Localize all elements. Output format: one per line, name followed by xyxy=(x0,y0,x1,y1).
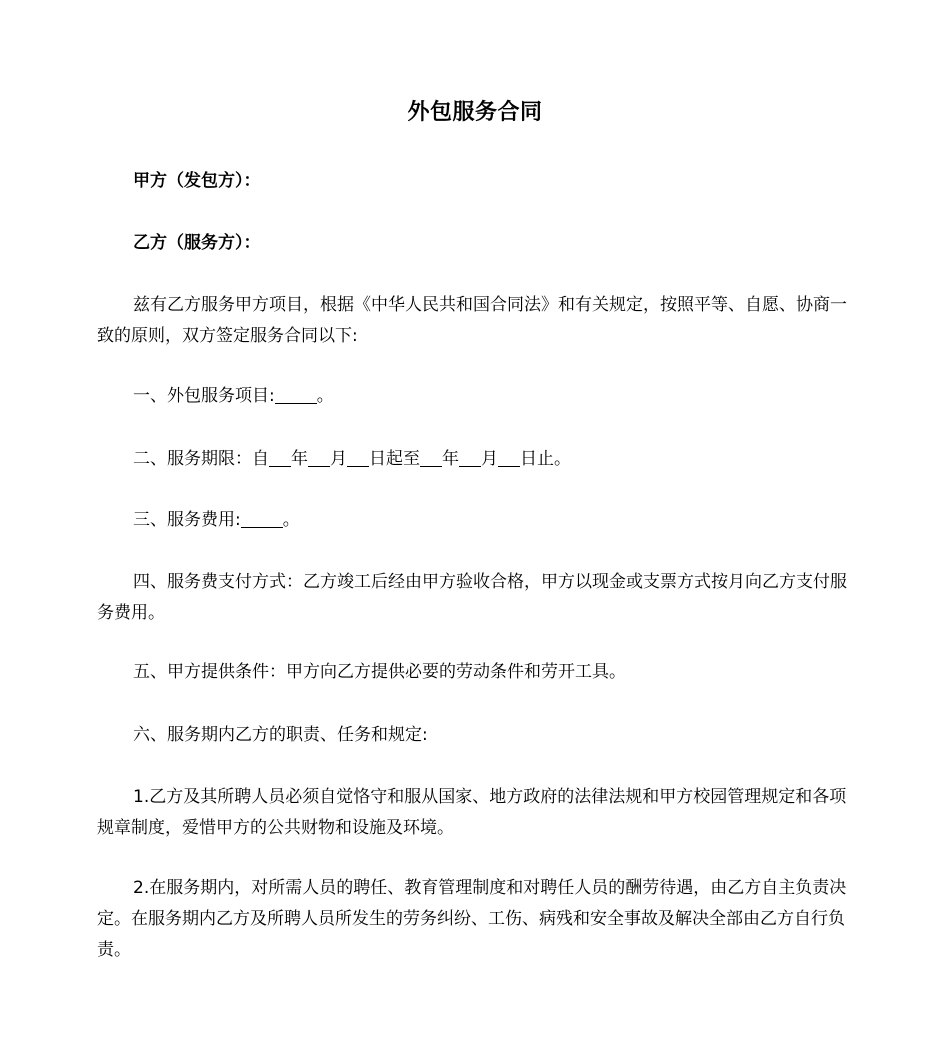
item-4-payment-method: 四、服务费支付方式：乙方竣工后经由甲方验收合格，甲方以现金或支票方式按月向乙方支付服务费用。 xyxy=(97,572,847,623)
day-to-text: 日止。 xyxy=(520,449,571,469)
item-3-end: 。 xyxy=(282,510,300,530)
year-text: 年 xyxy=(442,449,459,469)
item-6-party-b-duties: 六、服务期内乙方的职责、任务和规定: xyxy=(133,725,428,745)
year-text: 年 xyxy=(291,449,308,469)
clause-1: 1.乙方及其所聘人员必须自觉恪守和服从国家、地方政府的法律法规和甲方校园管理规定和各项规章制度，爱惜甲方的公共财物和设施及环境。 xyxy=(97,787,847,838)
fill-blank xyxy=(275,387,317,404)
fill-blank xyxy=(420,450,442,467)
item-5-party-a-conditions: 五、甲方提供条件：甲方向乙方提供必要的劳动条件和劳开工具。 xyxy=(133,662,626,682)
month-text: 月 xyxy=(330,449,347,469)
month-text: 月 xyxy=(481,449,498,469)
item-2-service-period xyxy=(97,444,855,475)
fill-blank xyxy=(459,450,481,467)
fill-blank xyxy=(241,511,283,528)
clause-2: 2.在服务期内，对所需人员的聘任、教育管理制度和对聘任人员的酬劳待遇，由乙方自主负责决定。在服务期内乙方及所聘人员所发生的劳务纠纷、工伤、病残和安全事故及解决全部由乙方自行负责。 xyxy=(97,878,847,960)
item-1-service-project xyxy=(97,381,855,412)
fill-blank xyxy=(269,450,291,467)
fill-blank xyxy=(498,450,520,467)
item-2-label: 二、服务期限：自 xyxy=(133,449,269,469)
fill-blank xyxy=(347,450,369,467)
party-a-line: 甲方（发包方）： xyxy=(133,171,261,191)
item-1-label: 一、外包服务项目: xyxy=(133,386,275,406)
intro-paragraph: 兹有乙方服务甲方项目，根据《中华人民共和国合同法》和有关规定，按照平等、自愿、协商一致的原则，双方签定服务合同以下: xyxy=(97,295,847,346)
party-b-line: 乙方（服务方）： xyxy=(133,233,261,253)
document-title: 外包服务合同 xyxy=(407,100,543,125)
fill-blank xyxy=(308,450,330,467)
item-3-label: 三、服务费用: xyxy=(133,510,241,530)
item-1-end: 。 xyxy=(316,386,334,406)
item-3-service-fee xyxy=(97,505,855,536)
day-from-text: 日起至 xyxy=(369,449,420,469)
